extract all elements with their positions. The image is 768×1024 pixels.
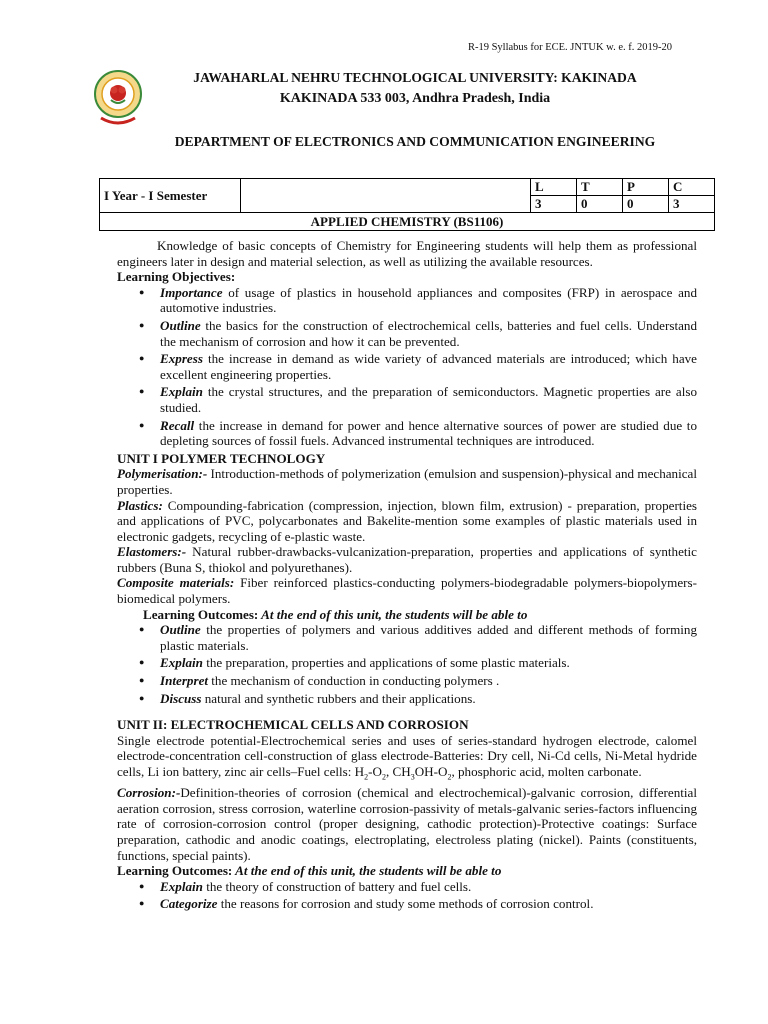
unit1-paragraph: Elastomers:- Natural rubber-drawbacks-vulcanization-preparation, properties and applications of synthetic rubbers (Buna S, thiokol and polyurethanes). bbox=[117, 544, 697, 575]
intro-paragraph: Knowledge of basic concepts of Chemistry for Engineering students will help them as professional engineers later in design and material selection, as well as utilizing the available resources. bbox=[117, 238, 697, 269]
blank-cell bbox=[241, 179, 531, 213]
ltpc-value-p: 0 bbox=[623, 196, 669, 213]
ltpc-value-l: 3 bbox=[531, 196, 577, 213]
syllabus-body bbox=[117, 238, 697, 914]
unit2-paragraph: Single electrode potential-Electrochemical series and uses of series-standard hydrogen electrode, calomel electrode-concentration cell-construction of glass electrode-Batteries: Dry cell, Ni-Cd cells, Ni-Metal hydride cells, Li ion battery, zinc air cells–Fuel cells: $H_2-O_2$, $CH_3OH-O_2$, phosphoric acid, molten carbonate. bbox=[117, 732, 697, 782]
ltpc-header-t: T bbox=[577, 179, 623, 196]
ltpc-header-c: C bbox=[669, 179, 715, 196]
list-item: ● Express the increase in demand as wide variety of advanced materials are introduced; which have excellent engineering properties. bbox=[117, 351, 697, 382]
ltpc-header-p: P bbox=[623, 179, 669, 196]
course-title: APPLIED CHEMISTRY (BS1106) bbox=[100, 213, 715, 231]
list-item: ● Outline the basics for the construction of electrochemical cells, batteries and fuel cells. Understand the mechanism of corrosion and how it can be prevented. bbox=[117, 318, 697, 349]
department-title: DEPARTMENT OF ELECTRONICS AND COMMUNICATION ENGINEERING bbox=[174, 134, 656, 149]
list-item: ● Discuss natural and synthetic rubbers and their applications. bbox=[117, 691, 697, 707]
unit1-paragraph: Composite materials: Fiber reinforced plastics-conducting polymers-biodegradable polymers-biopolymers-biomedical polymers. bbox=[117, 575, 697, 607]
university-seal-icon bbox=[93, 68, 143, 128]
university-address: KAKINADA 533 003, Andhra Pradesh, India bbox=[279, 91, 551, 106]
list-item: ● Interpret the mechanism of conduction in conducting polymers . bbox=[117, 673, 697, 689]
unit2-outcomes-list bbox=[117, 879, 697, 912]
ltpc-header-l: L bbox=[531, 179, 577, 196]
syllabus-note: R-19 Syllabus for ECE. JNTUK w. e. f. 2019-20 bbox=[467, 42, 672, 53]
list-item: ● Explain the theory of construction of battery and fuel cells. bbox=[117, 879, 697, 895]
course-table bbox=[99, 178, 715, 231]
list-item: ● Outline the properties of polymers and various additives added and different methods of forming plastic materials. bbox=[117, 622, 697, 653]
unit2-outcomes-heading: Learning Outcomes: At the end of this unit, the students will be able to bbox=[117, 863, 502, 879]
unit1-title: UNIT I POLYMER TECHNOLOGY bbox=[117, 450, 326, 466]
list-item: ● Explain the crystal structures, and the preparation of semiconductors. Magnetic properties are also studied. bbox=[117, 384, 697, 415]
unit1-paragraph: Polymerisation:- Introduction-methods of polymerization (emulsion and suspension)-physical and mechanical properties. bbox=[117, 466, 697, 497]
learning-objectives-list bbox=[117, 285, 697, 449]
unit2-corrosion-paragraph: Corrosion:-Definition-theories of corrosion (chemical and electrochemical)-galvanic corrosion, differential aeration corrosion, stress corrosion, waterline corrosion-passivity of metals-galvanic series-factors influencing rate of corrosion-corrosion control (proper designing, cathodic protection)-Protective coatings: Surface preparation, cathodic and anodic coatings, electroplating, electroless plating (nickel). Paints (constituents, functions, special paints). bbox=[117, 785, 697, 863]
list-item: ● Categorize the reasons for corrosion and study some methods of corrosion control. bbox=[117, 896, 697, 912]
list-item: ● Explain the preparation, properties and applications of some plastic materials. bbox=[117, 655, 697, 671]
unit1-paragraph: Plastics: Compounding-fabrication (compression, injection, blown film, extrusion) - preparation, properties and applications of PVC, polycarbonates and Bakelite-mention some examples of plastic materials used in electronic gadgets, recycling of e-plastic waste. bbox=[117, 497, 697, 544]
semester-cell: I Year - I Semester bbox=[100, 179, 241, 213]
university-name: JAWAHARLAL NEHRU TECHNOLOGICAL UNIVERSITY: KAKINADA bbox=[193, 70, 637, 85]
unit2-title: UNIT II: ELECTROCHEMICAL CELLS AND CORROSION bbox=[117, 717, 469, 733]
unit1-outcomes-heading: Learning Outcomes: At the end of this unit, the students will be able to bbox=[143, 606, 528, 622]
ltpc-value-t: 0 bbox=[577, 196, 623, 213]
learning-objectives-heading: Learning Objectives: bbox=[117, 269, 236, 285]
ltpc-value-c: 3 bbox=[669, 196, 715, 213]
list-item: ● Recall the increase in demand for power and hence alternative sources of power are studied due to depleting sources of fossil fuels. Advanced instrumental techniques are introduced. bbox=[117, 418, 697, 449]
unit1-outcomes-list bbox=[117, 622, 697, 706]
list-item: ● Importance of usage of plastics in household appliances and composites (FRP) in aerospace and automotive industries. bbox=[117, 285, 697, 316]
